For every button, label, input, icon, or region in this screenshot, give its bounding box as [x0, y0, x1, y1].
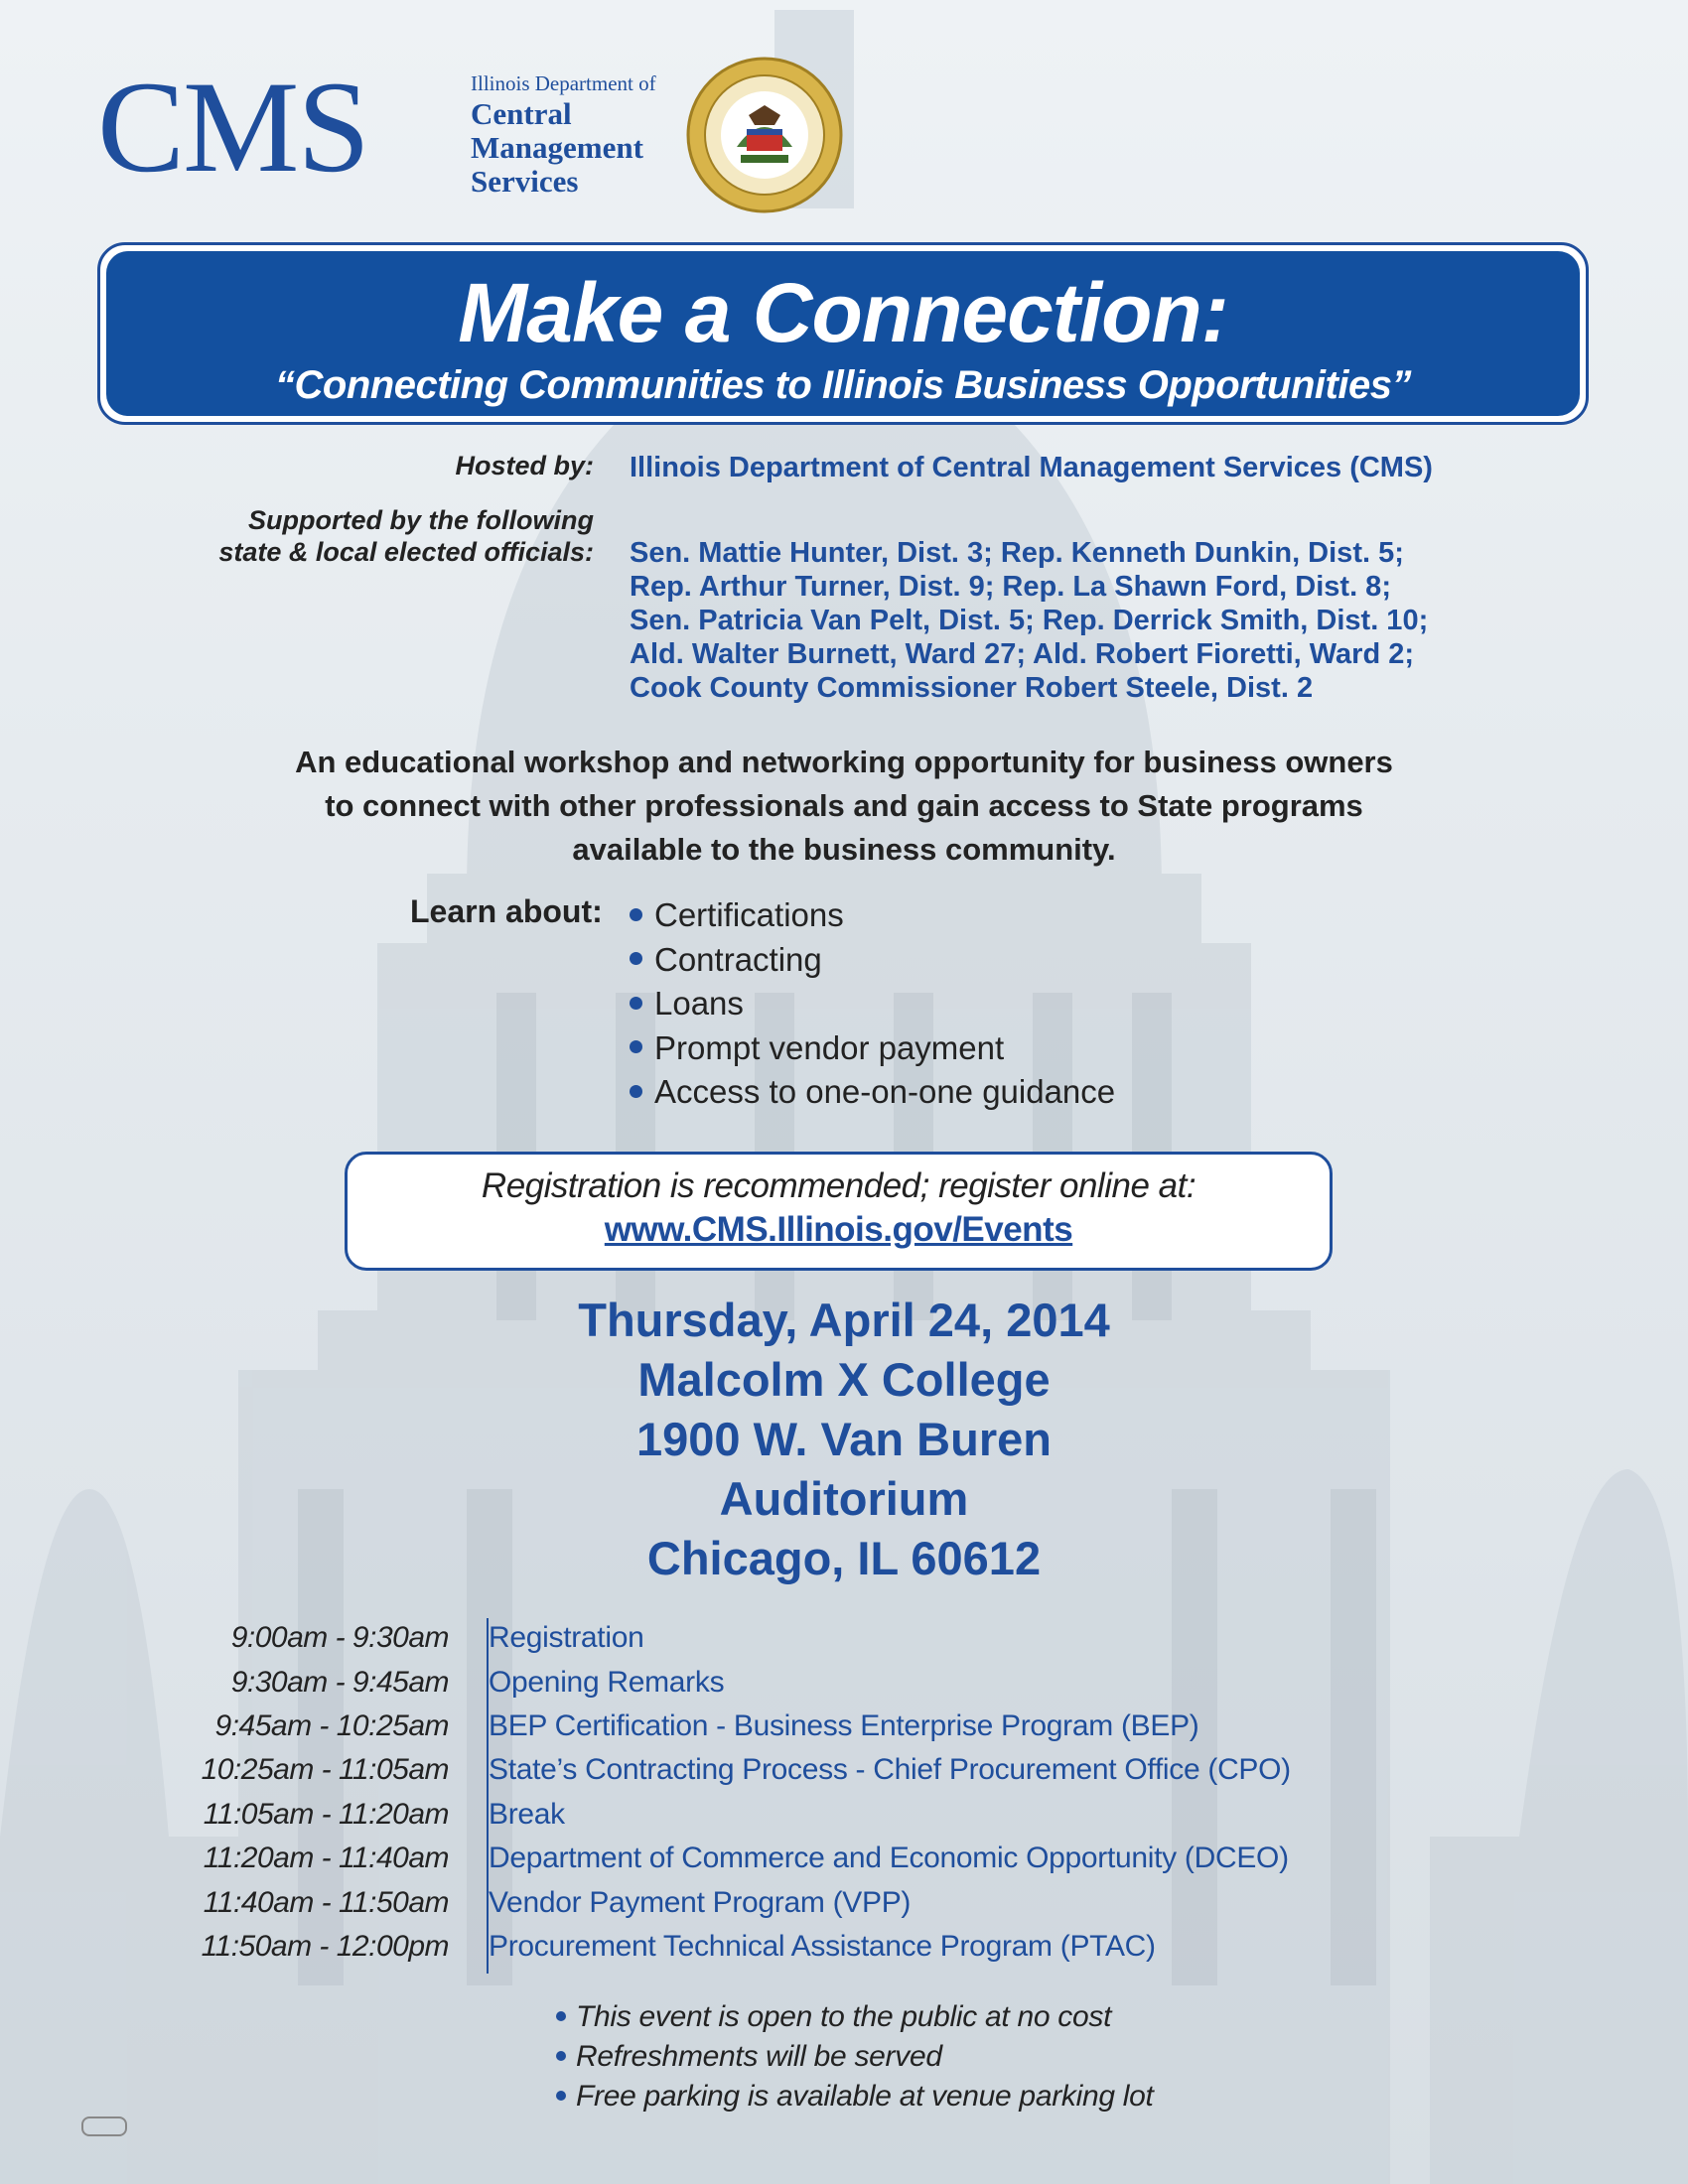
schedule-row [149, 1880, 1589, 1924]
supported-label-line2: state & local elected officials: [218, 537, 594, 567]
schedule-row [149, 1925, 1589, 1969]
supported-by-label [77, 504, 594, 568]
list-item [630, 982, 1115, 1026]
dept-name-line1: Illinois Department of [471, 71, 656, 95]
registration-text: Registration is recommended; register online at: [481, 1166, 1196, 1205]
registration-box [345, 1152, 1333, 1271]
hosted-by-value: Illinois Department of Central Management Services (CMS) [630, 452, 1433, 483]
bullet-icon [630, 1040, 642, 1053]
official-line: Sen. Mattie Hunter, Dist. 3; Rep. Kenneth Dunkin, Dist. 5; [630, 537, 1404, 569]
cms-logo-text: CMS [97, 54, 368, 200]
schedule-time: 9:45am - 10:25am [214, 1708, 449, 1742]
schedule-row [149, 1748, 1589, 1792]
bullet-icon [630, 908, 642, 921]
description-line: available to the business community. [572, 832, 1116, 867]
list-item [630, 938, 1115, 983]
schedule-event: Registration [489, 1621, 644, 1655]
event-date: Thursday, April 24, 2014 [578, 1294, 1110, 1346]
official-line: Sen. Patricia Van Pelt, Dist. 5; Rep. Derrick Smith, Dist. 10; [630, 605, 1429, 636]
note-text: This event is open to the public at no cost [576, 2000, 1112, 2033]
note-text: Refreshments will be served [576, 2040, 942, 2073]
event-description [149, 741, 1539, 872]
union-bug-icon [81, 2116, 127, 2136]
dept-name-line3: Management [471, 130, 643, 165]
list-item [556, 2077, 1154, 2116]
schedule-time: 10:25am - 11:05am [201, 1753, 449, 1787]
note-text: Free parking is available at venue parking lot [576, 2080, 1154, 2113]
learn-item-label: Contracting [654, 940, 822, 978]
schedule-row [149, 1616, 1589, 1660]
list-item [630, 1070, 1115, 1115]
schedule-time: 9:30am - 9:45am [230, 1665, 449, 1699]
official-line: Rep. Arthur Turner, Dist. 9; Rep. La Shawn Ford, Dist. 8; [630, 571, 1391, 603]
event-notes [556, 1997, 1154, 2116]
list-item [630, 893, 1115, 938]
schedule-event: Break [489, 1797, 565, 1831]
bullet-icon [630, 1085, 642, 1098]
event-room: Auditorium [719, 1472, 969, 1525]
list-item [556, 2037, 1154, 2077]
schedule-time: 11:20am - 11:40am [203, 1842, 449, 1875]
bullet-icon [556, 2091, 566, 2101]
supported-label-line1: Supported by the following [248, 505, 594, 535]
description-line: An educational workshop and networking opportunity for business owners [295, 745, 1393, 779]
schedule-event: Department of Commerce and Economic Opportunity (DCEO) [489, 1842, 1289, 1875]
list-item [556, 1997, 1154, 2037]
registration-link[interactable]: www.CMS.Illinois.gov/Events [604, 1210, 1073, 1249]
bullet-icon [556, 2051, 566, 2061]
schedule-event: Vendor Payment Program (VPP) [489, 1885, 912, 1919]
event-details [248, 1291, 1440, 1588]
page-title: Make a Connection: [458, 266, 1228, 359]
learn-item-label: Access to one-on-one guidance [654, 1073, 1116, 1110]
schedule-table [149, 1616, 1589, 1969]
bullet-icon [556, 2011, 566, 2021]
description-line: to connect with other professionals and gain access to State programs [325, 788, 1363, 823]
event-city: Chicago, IL 60612 [646, 1532, 1042, 1584]
schedule-event: Opening Remarks [489, 1665, 725, 1699]
schedule-row [149, 1660, 1589, 1704]
page-subtitle: “Connecting Communities to Illinois Business Opportunities” [275, 363, 1411, 407]
dept-name-line4: Services [471, 164, 579, 199]
schedule-row [149, 1793, 1589, 1837]
illinois-state-seal-icon [685, 56, 844, 214]
official-line: Ald. Walter Burnett, Ward 27; Ald. Robert Fioretti, Ward 2; [630, 638, 1415, 670]
bullet-icon [630, 952, 642, 965]
learn-about-list [630, 893, 1115, 1115]
schedule-time: 11:50am - 12:00pm [201, 1929, 449, 1963]
list-item [630, 1026, 1115, 1071]
learn-about-label: Learn about: [410, 893, 603, 929]
event-venue: Malcolm X College [637, 1353, 1051, 1406]
schedule-row [149, 1705, 1589, 1748]
schedule-time: 11:40am - 11:50am [203, 1885, 449, 1919]
event-street: 1900 W. Van Buren [636, 1413, 1052, 1465]
schedule-row [149, 1837, 1589, 1880]
dept-name-line2: Central [471, 96, 572, 131]
learn-item-label: Certifications [654, 896, 844, 933]
schedule-event: BEP Certification - Business Enterprise Program (BEP) [489, 1708, 1199, 1742]
schedule-time: 9:00am - 9:30am [230, 1621, 449, 1655]
learn-item-label: Prompt vendor payment [654, 1028, 1005, 1066]
bullet-icon [630, 997, 642, 1010]
learn-item-label: Loans [654, 985, 744, 1022]
schedule-time: 11:05am - 11:20am [203, 1797, 449, 1831]
hosted-by-label: Hosted by: [455, 451, 594, 480]
official-line: Cook County Commissioner Robert Steele, Dist. 2 [630, 672, 1314, 704]
schedule-event: State’s Contracting Process - Chief Procurement Office (CPO) [489, 1753, 1291, 1787]
title-banner [97, 242, 1589, 425]
schedule-event: Procurement Technical Assistance Program (PTAC) [489, 1929, 1156, 1963]
officials-list [630, 536, 1428, 705]
